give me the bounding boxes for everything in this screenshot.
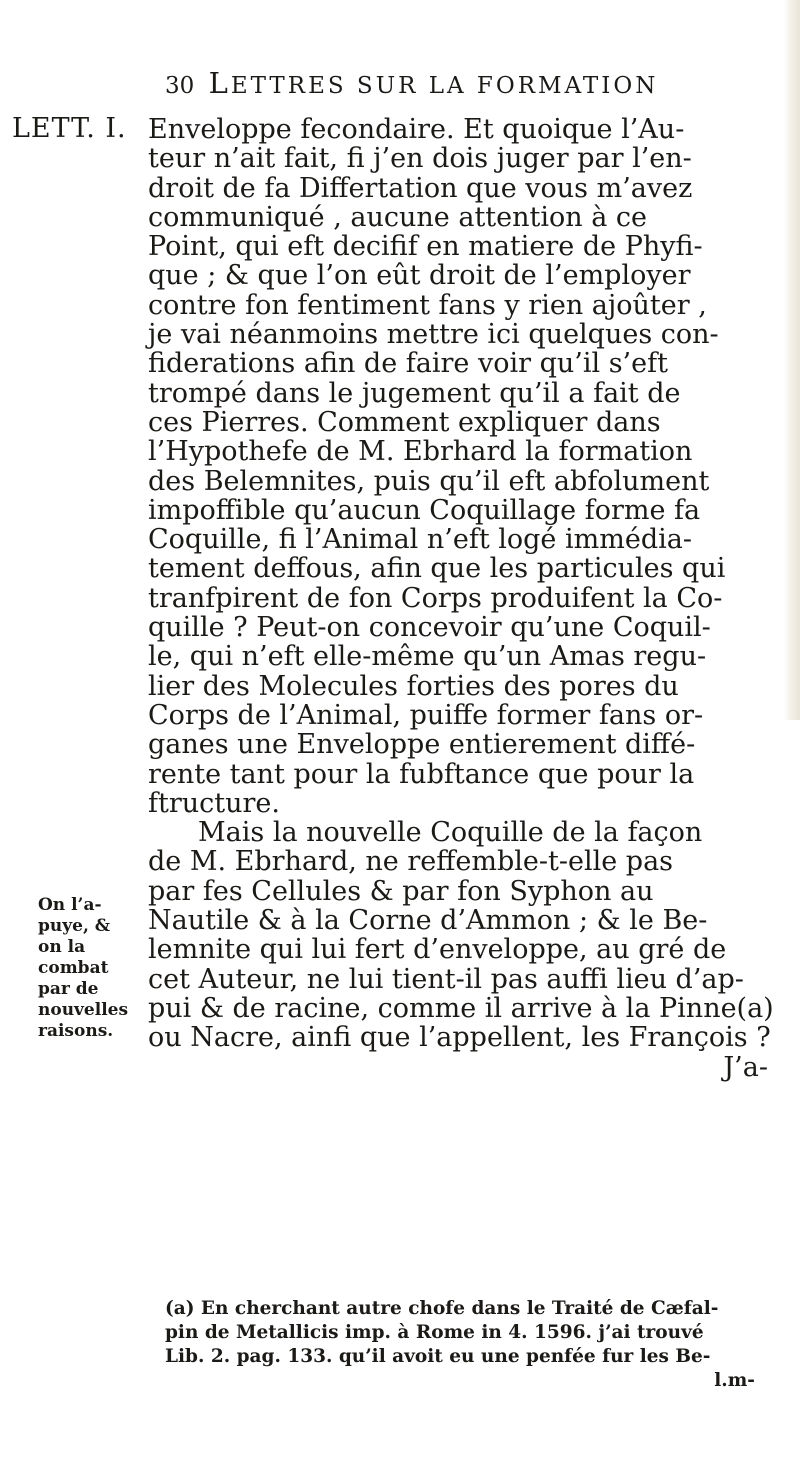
body-text [148, 115, 788, 1082]
text-line: par fes Cellules & par fon Syphon au [148, 875, 654, 907]
running-title-rest: ETTRES [230, 73, 347, 99]
text-line: Corps de l’Animal, puiffe former fans or- [148, 699, 704, 731]
running-title-initial: L [208, 66, 231, 100]
text-line: ftructure. [148, 787, 280, 819]
page-number: 30 [165, 73, 195, 99]
text-line: Point, qui eft decifif en matiere de Phyfi- [148, 231, 703, 263]
catchword: J’a- [723, 1051, 768, 1083]
letter-marker: LETT. I. [12, 113, 127, 144]
text-line: impoffible qu’aucun Coquillage forme fa [148, 494, 701, 526]
text-line: tement deffous, afin que les particules qui [148, 553, 726, 585]
text-line: ces Pierres. Comment expliquer dans [148, 406, 661, 438]
margin-note-line: On l’a- [38, 895, 102, 915]
text-line: droit de fa Differtation que vous m’avez [148, 172, 693, 204]
text-line: ou Nacre, ainfi que l’appellent, les François ? [148, 1022, 771, 1054]
footnote-line: Lib. 2. pag. 133. qu’il avoit eu une penfée fur les Be- [165, 1346, 711, 1367]
footnote-catchword: l.m- [714, 1370, 755, 1391]
margin-note [38, 895, 129, 1042]
footnote-line: pin de Metallicis imp. à Rome in 4. 1596. j’ai trouvé [165, 1322, 704, 1343]
text-line: tranfpirent de fon Corps produifent la Co- [148, 582, 723, 614]
margin-note-line: nouvelles [38, 1000, 129, 1020]
running-head [165, 66, 658, 100]
text-line: quille ? Peut-on concevoir qu’une Coquil- [148, 612, 711, 644]
text-line: lemnite qui lui fert d’enveloppe, au gré de [148, 934, 727, 966]
text-line: que ; & que l’on eût droit de l’employer [148, 260, 691, 292]
margin-note-line: puye, & [38, 916, 111, 936]
text-line: contre fon fentiment fans y rien ajoûter , [148, 289, 707, 321]
margin-note-line: combat [38, 958, 109, 978]
running-title-tail: SUR LA FORMATION [346, 73, 659, 99]
text-line: le, qui n’eft elle-même qu’un Amas regu- [148, 641, 707, 673]
text-line: je vai néanmoins mettre ici quelques con- [148, 319, 719, 351]
footnote [165, 1297, 785, 1393]
text-line: de M. Ebrhard, ne reffemble-t-elle pas [148, 846, 674, 878]
text-line: rente tant pour la fubftance que pour la [148, 758, 695, 790]
text-line: fiderations afin de faire voir qu’il s’eft [148, 348, 668, 380]
text-line: Enveloppe fecondaire. Et quoique l’Au- [148, 114, 685, 145]
text-line: teur n’ait fait, fi j’en dois juger par l’en- [148, 143, 692, 175]
text-line: pui & de racine, comme il arrive à la Pinne(a) [148, 992, 774, 1024]
text-line: cet Auteur, ne lui tient-il pas auffi lieu d’ap- [148, 963, 744, 995]
text-line: lier des Molecules forties des pores du [148, 670, 679, 702]
text-line: communiqué , aucune attention à ce [148, 201, 647, 233]
text-line: Mais la nouvelle Coquille de la façon [198, 817, 703, 849]
margin-note-line: on la [38, 937, 86, 957]
margin-note-line: raisons. [38, 1021, 114, 1041]
text-line: des Belemnites, puis qu’il eft abfolument [148, 465, 710, 497]
text-line: Coquille, fi l’Animal n’eft logé immédia- [148, 524, 692, 556]
text-line: ganes une Enveloppe entierement diffé- [148, 729, 696, 761]
margin-note-line: par de [38, 979, 99, 999]
footnote-line: (a) En cherchant autre chofe dans le Traité de Cæfal- [165, 1298, 719, 1319]
text-line: trompé dans le jugement qu’il a fait de [148, 377, 681, 409]
text-line: Nautile & à la Corne d’Ammon ; & le Be- [148, 905, 708, 937]
text-line: l’Hypothefe de M. Ebrhard la formation [148, 436, 693, 468]
